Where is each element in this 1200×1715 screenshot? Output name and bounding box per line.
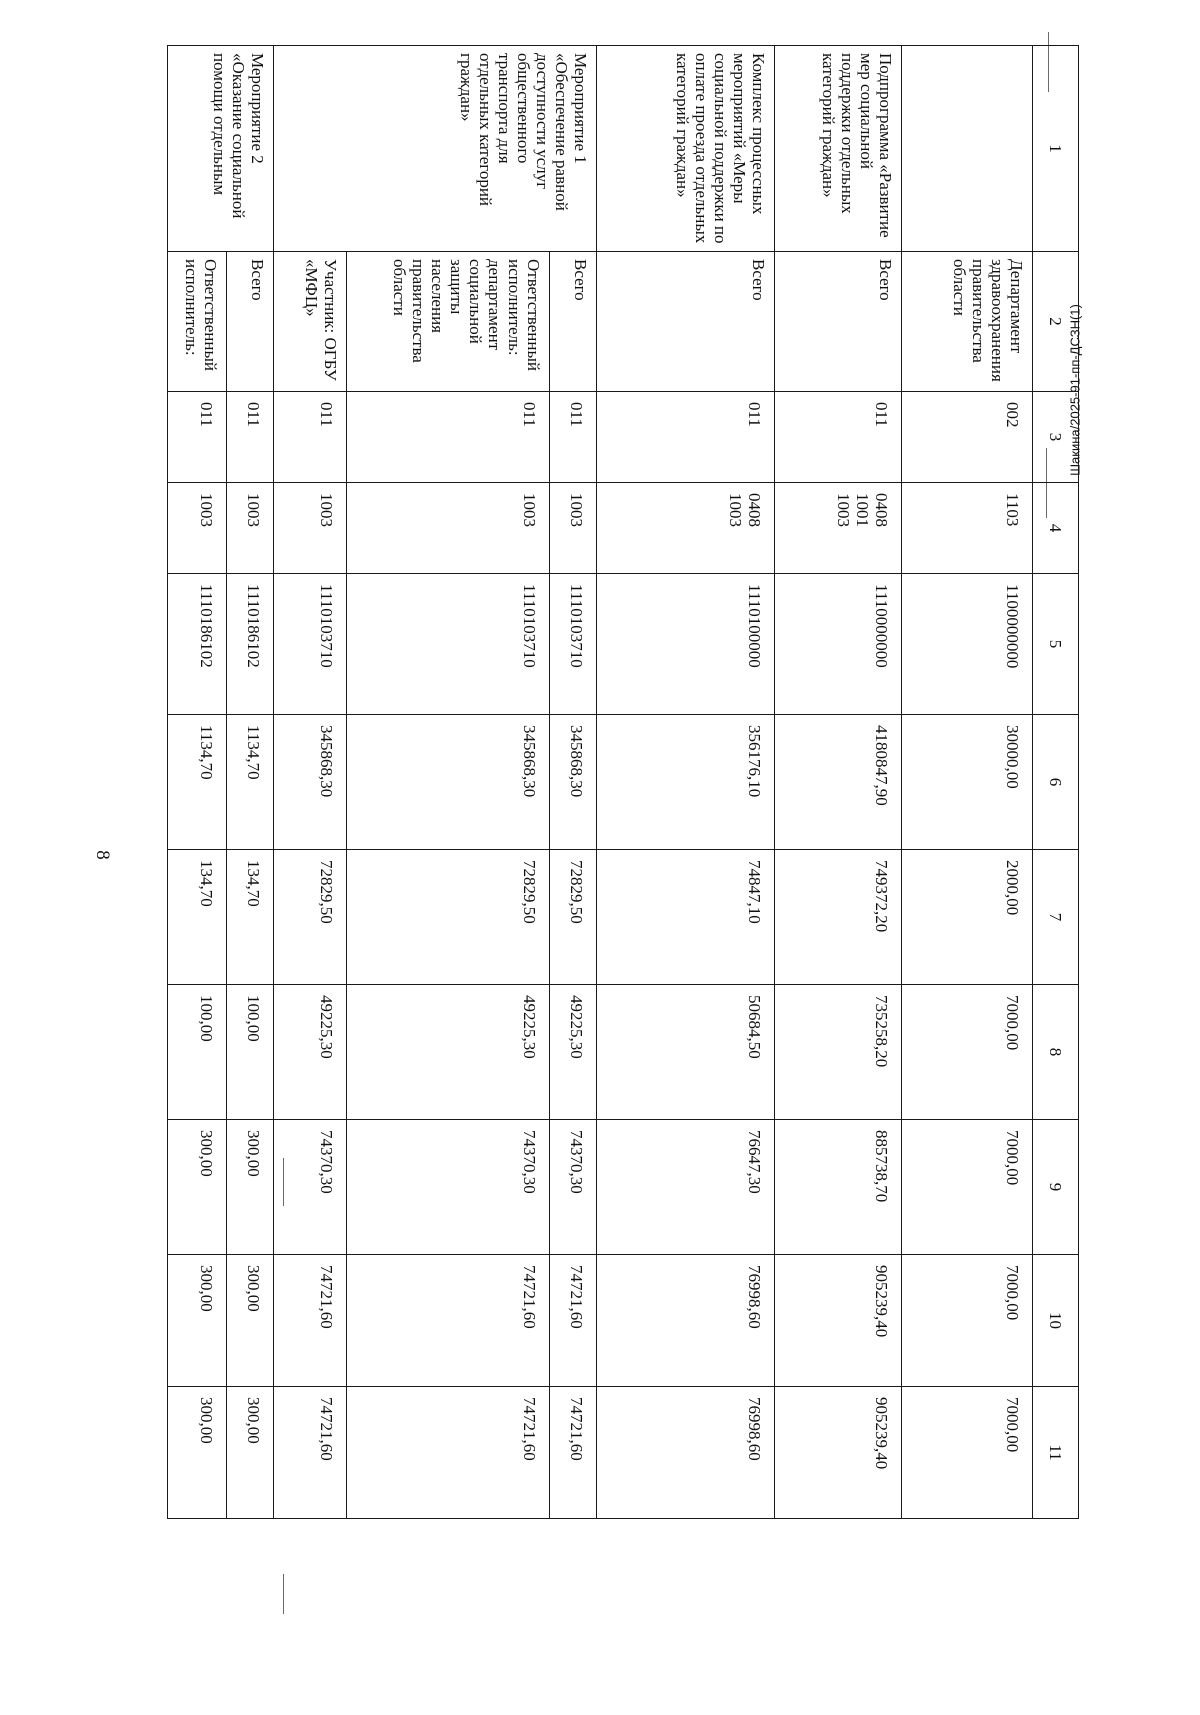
section-code: 1003 — [519, 493, 539, 527]
participant-cell: Ответственный исполнитель: департамент социальной защиты населения правительства области — [347, 252, 549, 392]
column-header: 2 — [1033, 252, 1079, 392]
amount-cell: 2000,00 — [902, 850, 1033, 985]
section-code: 1003 — [567, 493, 587, 527]
amount-cell: 300,00 — [168, 1120, 227, 1255]
amount-cell: 74370,30 — [273, 1120, 346, 1255]
kcsr-cell: 1110103710 — [347, 574, 549, 715]
table-row — [775, 46, 902, 1519]
page-number: 8 — [92, 850, 113, 860]
section-codes-cell — [273, 483, 346, 574]
amount-cell: 72829,50 — [347, 850, 549, 985]
amount-cell: 49225,30 — [347, 985, 549, 1120]
section-codes-cell — [347, 483, 549, 574]
amount-cell: 74721,60 — [347, 1387, 549, 1519]
amount-cell: 134,70 — [168, 850, 227, 985]
grbs-cell: 002 — [902, 392, 1033, 483]
amount-cell: 74721,60 — [549, 1387, 597, 1519]
participant-cell: Участник: ОГБУ «МФЦ» — [273, 252, 346, 392]
program-name-cell: Подпрограмма «Развитие мер социальной поддержки отдельных категорий граждан» — [775, 46, 902, 252]
amount-cell: 4180847,90 — [775, 715, 902, 850]
amount-cell: 735258,20 — [775, 985, 902, 1120]
program-name-cell: Мероприятие 1 «Обеспечение равной доступности услуг общественного транспорта для отдельных категорий граждан» — [273, 46, 597, 252]
program-name-cell — [902, 46, 1033, 252]
amount-cell: 49225,30 — [549, 985, 597, 1120]
scan-artifact-line — [283, 1574, 284, 1614]
table-row — [168, 46, 227, 1519]
amount-cell: 905239,40 — [775, 1255, 902, 1387]
amount-cell: 356176,10 — [597, 715, 775, 850]
amount-cell: 300,00 — [227, 1387, 274, 1519]
section-code: 1103 — [1003, 493, 1023, 527]
amount-cell: 345868,30 — [273, 715, 346, 850]
amount-cell: 7000,00 — [902, 985, 1033, 1120]
kcsr-cell: 1110186102 — [227, 574, 274, 715]
section-codes-cell — [168, 483, 227, 574]
amount-cell: 300,00 — [227, 1255, 274, 1387]
amount-cell: 30000,00 — [902, 715, 1033, 850]
participant-cell: Всего — [549, 252, 597, 392]
amount-cell: 74721,60 — [549, 1255, 597, 1387]
column-header: 10 — [1033, 1255, 1079, 1387]
amount-cell: 7000,00 — [902, 1120, 1033, 1255]
budget-table-container — [167, 45, 1079, 1518]
table-row — [273, 46, 346, 1519]
amount-cell: 1134,70 — [168, 715, 227, 850]
section-code: 0408 — [872, 493, 892, 527]
column-header: 9 — [1033, 1120, 1079, 1255]
amount-cell: 76647,30 — [597, 1120, 775, 1255]
amount-cell: 72829,50 — [273, 850, 346, 985]
amount-cell: 74370,30 — [549, 1120, 597, 1255]
amount-cell: 300,00 — [227, 1120, 274, 1255]
column-header: 5 — [1033, 574, 1079, 715]
section-codes-cell — [227, 483, 274, 574]
amount-cell: 50684,50 — [597, 985, 775, 1120]
amount-cell: 100,00 — [227, 985, 274, 1120]
section-codes-cell — [549, 483, 597, 574]
amount-cell: 345868,30 — [347, 715, 549, 850]
amount-cell: 49225,30 — [273, 985, 346, 1120]
participant-cell: Департамент здравоохранения правительства области — [902, 252, 1033, 392]
section-code: 1003 — [197, 493, 217, 527]
table-row — [597, 46, 775, 1519]
amount-cell: 905239,40 — [775, 1387, 902, 1519]
amount-cell: 76998,60 — [597, 1255, 775, 1387]
amount-cell: 885738,70 — [775, 1120, 902, 1255]
participant-cell: Ответственный исполнитель: — [168, 252, 227, 392]
amount-cell: 74721,60 — [347, 1255, 549, 1387]
amount-cell: 76998,60 — [597, 1387, 775, 1519]
amount-cell: 300,00 — [168, 1387, 227, 1519]
grbs-cell: 011 — [273, 392, 346, 483]
section-code: 1003 — [243, 493, 263, 527]
column-header: 7 — [1033, 850, 1079, 985]
amount-cell: 7000,00 — [902, 1255, 1033, 1387]
amount-cell: 74721,60 — [273, 1255, 346, 1387]
section-codes-cell — [775, 483, 902, 574]
grbs-cell: 011 — [168, 392, 227, 483]
program-name-cell: Мероприятие 2 «Оказание социальной помощи отдельным — [168, 46, 274, 252]
column-header: 6 — [1033, 715, 1079, 850]
kcsr-cell: 1110103710 — [549, 574, 597, 715]
rotated-table-frame — [167, 45, 1079, 1518]
kcsr-cell: 1110103710 — [273, 574, 346, 715]
kcsr-cell: 1110186102 — [168, 574, 227, 715]
grbs-cell: 011 — [227, 392, 274, 483]
section-code: 0408 — [745, 493, 765, 527]
kcsr-cell: 1110100000 — [597, 574, 775, 715]
amount-cell: 74370,30 — [347, 1120, 549, 1255]
table-row — [227, 46, 274, 1519]
amount-cell: 749372,20 — [775, 850, 902, 985]
section-code: 1001 — [853, 493, 873, 527]
amount-cell: 72829,50 — [549, 850, 597, 985]
amount-cell: 100,00 — [168, 985, 227, 1120]
column-header: 11 — [1033, 1387, 1079, 1519]
grbs-cell: 011 — [597, 392, 775, 483]
column-header: 1 — [1033, 46, 1079, 252]
amount-cell: 74847,10 — [597, 850, 775, 985]
amount-cell: 7000,00 — [902, 1387, 1033, 1519]
section-code: 1003 — [834, 493, 854, 527]
section-codes-cell — [902, 483, 1033, 574]
amount-cell: 1134,70 — [227, 715, 274, 850]
amount-cell: 345868,30 — [549, 715, 597, 850]
column-header: 3 — [1033, 392, 1079, 483]
table-header-row — [1033, 46, 1079, 1519]
grbs-cell: 011 — [775, 392, 902, 483]
table-row — [549, 46, 597, 1519]
section-code: 1003 — [317, 493, 337, 527]
grbs-cell: 011 — [347, 392, 549, 483]
column-header: 4 — [1033, 483, 1079, 574]
table-row — [902, 46, 1033, 1519]
amount-cell: 300,00 — [168, 1255, 227, 1387]
amount-cell: 134,70 — [227, 850, 274, 985]
kcsr-cell: 1100000000 — [902, 574, 1033, 715]
column-header: 8 — [1033, 985, 1079, 1120]
program-name-cell: Комплекс процессных мероприятий «Меры социальной поддержки по оплате проезда отдельных категорий граждан» — [597, 46, 775, 252]
kcsr-cell: 1110000000 — [775, 574, 902, 715]
participant-cell: Всего — [597, 252, 775, 392]
budget-table — [167, 45, 1079, 1519]
amount-cell: 74721,60 — [273, 1387, 346, 1519]
participant-cell: Всего — [775, 252, 902, 392]
participant-cell: Всего — [227, 252, 274, 392]
document-code-text: Шакина/2025-91-пп-ДСЗН(1) — [1067, 304, 1083, 476]
section-code: 1003 — [726, 493, 746, 527]
section-codes-cell — [597, 483, 775, 574]
table-row — [347, 46, 549, 1519]
grbs-cell: 011 — [549, 392, 597, 483]
